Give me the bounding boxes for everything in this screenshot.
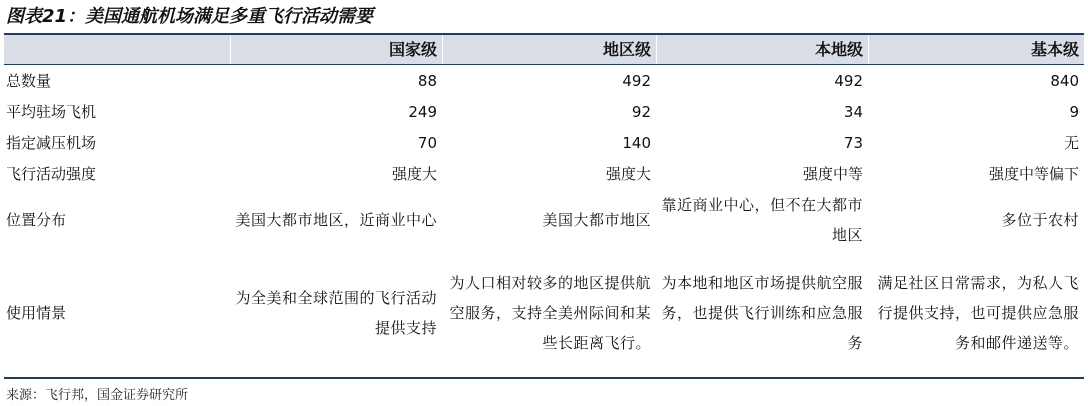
- row-label: 指定减压机场: [6, 133, 97, 152]
- table-cell: 492: [834, 71, 863, 90]
- table-cell: 34: [843, 102, 863, 121]
- table-cell: 美国大都市地区: [542, 211, 651, 229]
- table-cell: 满足社区日常需求，为私人飞行提供支持，也可提供应急服务和邮件递送等。: [877, 274, 1079, 352]
- table-bottom-rule: [4, 377, 1084, 379]
- figure-title: 图表21：美国通航机场满足多重飞行活动需要: [6, 6, 374, 27]
- row-label: 飞行活动强度: [6, 164, 97, 183]
- row-label: 总数量: [6, 71, 52, 90]
- header-basic: 基本级: [868, 35, 1084, 64]
- table-cell: 强度中等: [802, 164, 863, 183]
- table-header: [4, 35, 1084, 65]
- row-label: 位置分布: [6, 211, 67, 229]
- table-cell: 为人口相对较多的地区提供航空服务，支持全美州际间和某些长距离飞行。: [449, 274, 651, 352]
- table-cell: 9: [1069, 102, 1079, 121]
- table-cell: 强度大: [391, 164, 437, 183]
- table-cell: 多位于农村: [1001, 211, 1079, 229]
- header-cell-empty: [4, 35, 230, 64]
- data-table: [4, 33, 1084, 375]
- source-note: 来源：飞行邦，国金证券研究所: [6, 388, 189, 403]
- header-national: 国家级: [230, 35, 442, 64]
- table-cell: 为本地和地区市场提供航空服务，也提供飞行训练和应急服务: [661, 274, 863, 352]
- table-cell: 92: [631, 102, 651, 121]
- row-label: 平均驻场飞机: [6, 102, 97, 121]
- table-cell: 强度中等偏下: [988, 164, 1079, 183]
- table-row: [4, 96, 1084, 127]
- table-row: [4, 189, 1084, 251]
- table-row: [4, 251, 1084, 375]
- table-cell: 73: [843, 133, 863, 152]
- table-cell: 140: [622, 133, 651, 152]
- header-local: 本地级: [656, 35, 868, 64]
- table-cell: 靠近商业中心，但不在大都市地区: [661, 196, 863, 244]
- table-cell: 强度大: [605, 164, 651, 183]
- header-regional: 地区级: [442, 35, 656, 64]
- table-cell: 美国大都市地区，近商业中心: [235, 211, 437, 229]
- table-cell: 88: [417, 71, 437, 90]
- table-row: [4, 158, 1084, 189]
- table-cell: 无: [1063, 133, 1079, 152]
- table-cell: 840: [1050, 71, 1079, 90]
- table-cell: 492: [622, 71, 651, 90]
- table-cell: 70: [417, 133, 437, 152]
- table-row: [4, 65, 1084, 96]
- table-row: [4, 127, 1084, 158]
- table-cell: 249: [408, 102, 437, 121]
- table-cell: 为全美和全球范围的飞行活动提供支持: [235, 289, 437, 337]
- row-label: 使用情景: [6, 304, 67, 322]
